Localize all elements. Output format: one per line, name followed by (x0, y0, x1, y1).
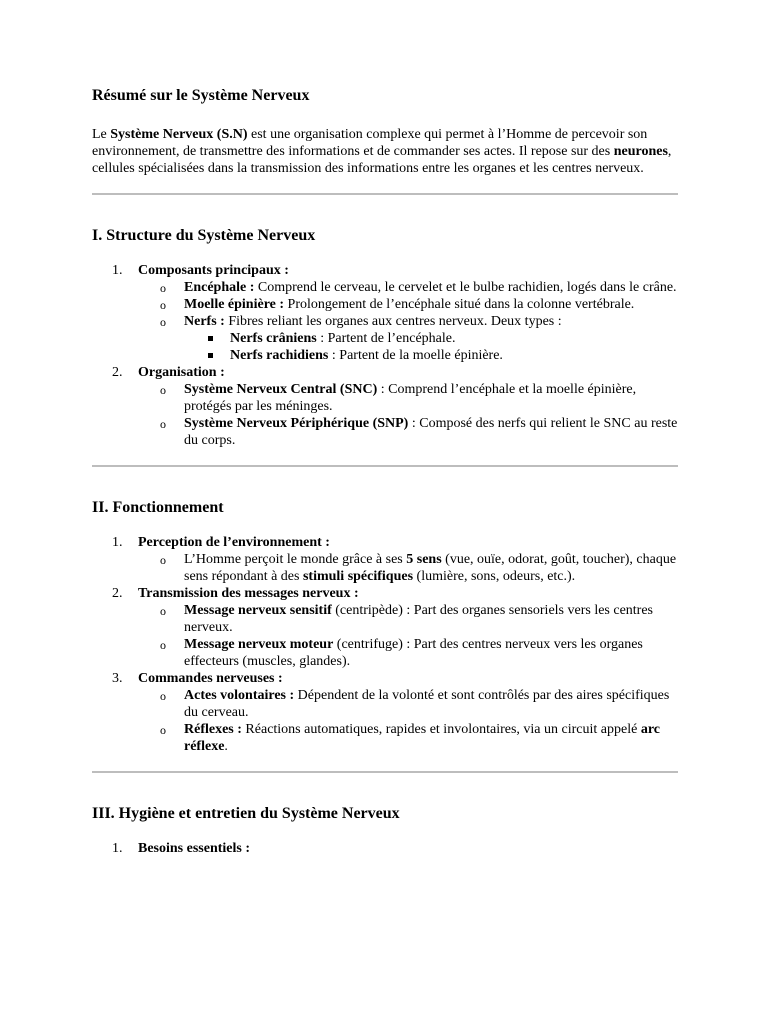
term: Moelle épinière : (184, 297, 285, 312)
term: arc réflexe (184, 722, 660, 754)
document-content (92, 86, 678, 857)
term: stimuli spécifiques (302, 569, 414, 584)
intro-paragraph (92, 126, 678, 177)
definition: Comprend le cerveau, le cervelet et le bulbe rachidien, logés dans le crâne. (254, 280, 677, 295)
circle-bullet-icon: o (160, 604, 166, 618)
list-item (92, 840, 678, 857)
list-item (92, 364, 678, 449)
square-bullet-icon (208, 353, 213, 358)
section-divider (92, 771, 678, 773)
section-heading-hygiene: III. Hygiène et entretien du Système Nerveux (92, 805, 400, 822)
structure-list (92, 262, 678, 449)
term: Encéphale : (184, 280, 255, 295)
sub-list (138, 381, 678, 449)
hygiene-list (92, 840, 678, 857)
term: Nerfs : (184, 314, 225, 329)
definition: : Comprend l’encéphale et la moelle épinière, protégés par les méninges. (184, 382, 637, 414)
circle-bullet-icon: o (160, 383, 166, 397)
sub-list-item (138, 551, 678, 585)
term: Système Nerveux Périphérique (SNP) (184, 416, 409, 431)
sub-list (138, 687, 678, 755)
sub-list-item (138, 687, 678, 721)
definition: (centripède) : Part des organes sensoriels vers les centres nerveux. (184, 603, 654, 635)
circle-bullet-icon: o (160, 723, 166, 737)
definition: Prolongement de l’encéphale situé dans la colonne vertébrale. (284, 297, 635, 312)
circle-bullet-icon: o (160, 315, 166, 329)
item-title: Perception de l’environnement : (138, 535, 330, 550)
nested-list-item (184, 330, 678, 347)
item-title: Organisation : (138, 365, 225, 380)
sub-list-item (138, 279, 678, 296)
section-divider (92, 465, 678, 467)
circle-bullet-icon: o (160, 638, 166, 652)
definition: : Partent de l’encéphale. (316, 331, 456, 346)
sub-list-item (138, 296, 678, 313)
section-divider (92, 193, 678, 195)
term: 5 sens (406, 552, 442, 567)
definition: Réactions automatiques, rapides et involontaires, via un circuit appelé (241, 722, 641, 737)
list-item (92, 585, 678, 670)
nested-list (184, 330, 678, 364)
sub-list (138, 279, 678, 364)
intro-text-1: Le (92, 127, 111, 142)
term: Nerfs crâniens (230, 331, 317, 346)
item-number: 2. (112, 586, 123, 601)
circle-bullet-icon: o (160, 298, 166, 312)
item-title: Composants principaux : (138, 263, 289, 278)
sub-list (138, 602, 678, 670)
fonctionnement-list (92, 534, 678, 755)
text: . (224, 739, 228, 754)
term: Nerfs rachidiens (230, 348, 329, 363)
intro-text-3: , cellules spécialisées dans la transmission des informations entre les organes et les centres nerveux. (92, 144, 672, 176)
sub-list-item (138, 636, 678, 670)
list-item (92, 262, 678, 364)
section-heading-structure: I. Structure du Système Nerveux (92, 227, 316, 244)
item-number: 1. (112, 841, 123, 856)
sub-list-item (138, 415, 678, 449)
item-title: Commandes nerveuses : (138, 671, 283, 686)
item-number: 1. (112, 263, 123, 278)
circle-bullet-icon: o (160, 417, 166, 431)
square-bullet-icon (208, 336, 213, 341)
item-title: Transmission des messages nerveux : (138, 586, 359, 601)
definition: : Composé des nerfs qui relient le SNC au reste du corps. (184, 416, 678, 448)
text: (vue, ouïe, odorat, goût, toucher), chaque sens répondant à des (184, 552, 677, 584)
circle-bullet-icon: o (160, 553, 166, 567)
item-number: 1. (112, 535, 123, 550)
item-number: 2. (112, 365, 123, 380)
intro-bold-neurones: neurones (613, 144, 668, 159)
definition: (centrifuge) : Part des centres nerveux vers les organes effecteurs (muscles, glandes). (184, 637, 643, 669)
sub-list-item (138, 721, 678, 755)
circle-bullet-icon: o (160, 281, 166, 295)
intro-text-2: est une organisation complexe qui permet à l’Homme de percevoir son environnement, de transmettre des informations et de commander ses actes. Il repose sur des (92, 127, 648, 159)
text: L’Homme perçoit le monde grâce à ses (184, 552, 407, 567)
nested-list-item (184, 347, 678, 364)
term: Actes volontaires : (184, 688, 295, 703)
term: Message nerveux sensitif (184, 603, 332, 618)
section-heading-fonctionnement: II. Fonctionnement (92, 499, 224, 516)
definition: Fibres reliant les organes aux centres nerveux. Deux types : (224, 314, 562, 329)
item-title: Besoins essentiels : (138, 841, 250, 856)
list-item (92, 534, 678, 585)
text: (lumière, sons, odeurs, etc.). (413, 569, 576, 584)
intro-bold-sn: Système Nerveux (S.N) (110, 127, 248, 142)
definition: : Partent de la moelle épinière. (328, 348, 503, 363)
list-item (92, 670, 678, 755)
sub-list-item (138, 381, 678, 415)
circle-bullet-icon: o (160, 689, 166, 703)
term: Message nerveux moteur (184, 637, 334, 652)
definition: Dépendent de la volonté et sont contrôlés par des aires spécifiques du cerveau. (184, 688, 670, 720)
term: Réflexes : (184, 722, 242, 737)
sub-list-item (138, 602, 678, 636)
term: Système Nerveux Central (SNC) (184, 382, 378, 397)
item-number: 3. (112, 671, 123, 686)
sub-list (138, 551, 678, 585)
sub-list-item (138, 313, 678, 364)
document-title: Résumé sur le Système Nerveux (92, 87, 310, 104)
